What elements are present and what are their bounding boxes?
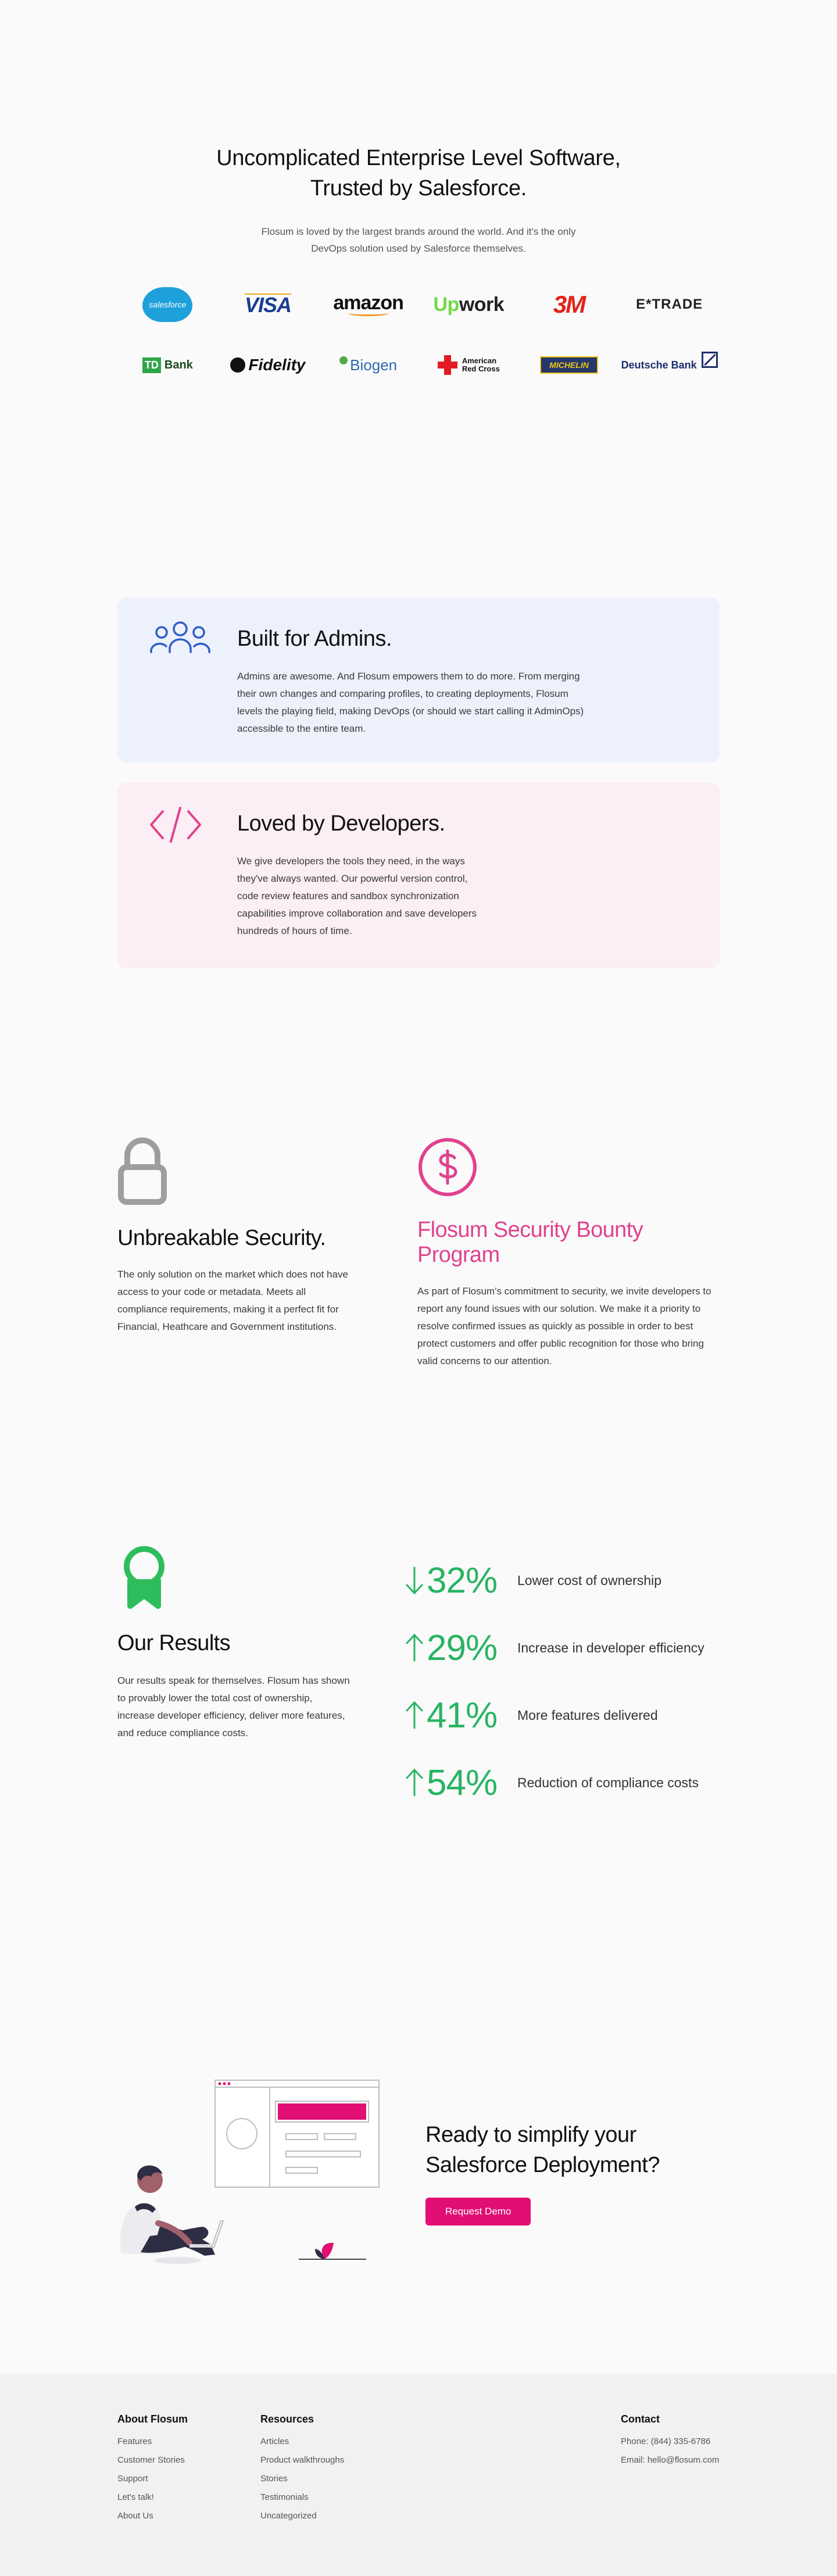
audience-cards	[117, 598, 720, 968]
arrow-up-icon	[402, 1630, 427, 1665]
code-icon	[148, 804, 203, 845]
fidelity-logo	[230, 349, 305, 381]
fidelity-disc-icon	[230, 357, 245, 373]
red-cross-line2: Red Cross	[462, 364, 500, 373]
stat-row	[402, 1681, 704, 1749]
upwork-logo-rest: work	[459, 293, 505, 316]
etrade-logo: E*TRADE	[636, 296, 703, 312]
footer-about-column	[117, 2413, 260, 2525]
upwork-logo-up: Up	[433, 293, 459, 316]
bounty-text: As part of Flosum's commitment to security, we invite developers to report any found issues with our solution. We make it a priority to resolve confirmed issues as quickly as possible in order to best protect customers and offer public recognition for those who bring valid concerns to our attention.	[417, 1286, 711, 1366]
security-title: Unbreakable Security.	[117, 1226, 326, 1250]
cta-illustration	[117, 2078, 425, 2270]
3m-logo: 3M	[553, 291, 585, 318]
site-footer	[0, 2374, 837, 2576]
footer-link-support[interactable]: Support	[117, 2474, 148, 2484]
footer-link-customer-stories[interactable]: Customer Stories	[117, 2455, 185, 2465]
salesforce-logo-text: salesforce	[149, 300, 187, 309]
admins-card	[117, 598, 720, 763]
bounty-column	[417, 1137, 720, 1370]
award-icon	[117, 1543, 171, 1611]
stat-value: 41%	[427, 1695, 498, 1736]
footer-link-product-walkthroughs[interactable]: Product walkthroughs	[260, 2455, 345, 2465]
users-icon	[148, 620, 213, 657]
fidelity-logo-text: Fidelity	[248, 356, 306, 374]
bounty-title: Flosum Security Bounty Program	[417, 1218, 643, 1267]
red-cross-logo	[438, 349, 500, 381]
footer-link-articles[interactable]: Articles	[260, 2437, 289, 2446]
biogen-dot-icon	[339, 356, 348, 364]
customer-logos	[117, 287, 720, 381]
developers-card	[117, 782, 720, 968]
visa-logo: VISA	[244, 293, 291, 317]
hero-title: Uncomplicated Enterprise Level Software, Trusted by Salesforce.	[216, 146, 621, 201]
hero-section	[117, 0, 720, 381]
arrow-up-icon	[402, 1765, 427, 1800]
footer-link-about-us[interactable]: About Us	[117, 2511, 153, 2521]
amazon-logo	[333, 293, 403, 316]
salesforce-logo	[142, 287, 192, 322]
footer-resources-column	[260, 2413, 621, 2525]
person-laptop-illustration	[117, 2078, 391, 2270]
stat-row	[402, 1614, 704, 1681]
stat-value: 54%	[427, 1762, 498, 1803]
footer-contact-heading: Contact	[621, 2413, 660, 2425]
results-text: Our results speak for themselves. Flosum has shown to provably lower the total cost of ownership, increase developer efficiency, deliver more features, and reduce compliance costs.	[117, 1675, 350, 1738]
hero-subtitle: Flosum is loved by the largest brands around the world. And it's the only DevOps solution used by Salesforce themselves.	[261, 226, 576, 254]
upwork-logo	[433, 288, 504, 321]
security-column	[117, 1137, 417, 1370]
biogen-logo	[339, 349, 397, 381]
security-text: The only solution on the market which does not have access to your code or metadata. Meets all compliance requirements, making it a perfect fit for Financial, Heathcare and Government institutions.	[117, 1269, 348, 1332]
footer-link-testimonials[interactable]: Testimonials	[260, 2492, 309, 2502]
dollar-icon	[417, 1137, 478, 1197]
stat-label: Reduction of compliance costs	[517, 1774, 699, 1790]
stat-value: 29%	[427, 1627, 498, 1668]
red-cross-line1: American	[462, 356, 497, 365]
stat-value: 32%	[427, 1560, 498, 1601]
td-bank-logo	[142, 349, 193, 381]
footer-link-stories[interactable]: Stories	[260, 2474, 288, 2484]
cta-section	[117, 2078, 720, 2270]
lock-icon	[117, 1137, 167, 1205]
footer-link-features[interactable]: Features	[117, 2437, 152, 2446]
request-demo-button[interactable]: Request Demo	[425, 2198, 531, 2226]
stat-row	[402, 1749, 704, 1816]
footer-phone[interactable]: Phone: (844) 335-6786	[621, 2437, 711, 2446]
stat-label: More features delivered	[517, 1707, 658, 1723]
footer-resources-heading: Resources	[260, 2413, 314, 2425]
amazon-logo-text: amazon	[333, 292, 403, 314]
security-section	[117, 1137, 720, 1370]
results-title: Our Results	[117, 1631, 231, 1655]
red-cross-icon	[438, 355, 457, 375]
footer-contact-column	[621, 2413, 720, 2525]
stat-label: Increase in developer efficiency	[517, 1640, 704, 1655]
admins-title: Built for Admins.	[237, 627, 392, 651]
results-stats	[402, 1547, 704, 1816]
results-section	[117, 1543, 720, 1816]
deutsche-bank-text: Deutsche Bank	[621, 359, 697, 371]
michelin-logo: MICHELIN	[540, 356, 598, 374]
results-intro	[117, 1543, 402, 1816]
td-logo-box: TD	[142, 357, 161, 373]
footer-link-lets-talk[interactable]: Let's talk!	[117, 2492, 154, 2502]
footer-about-heading: About Flosum	[117, 2413, 188, 2425]
deutsche-bank-logo	[621, 349, 718, 381]
arrow-up-icon	[402, 1698, 427, 1733]
cta-title: Ready to simplify your Salesforce Deployment?	[425, 2123, 660, 2177]
deutsche-bank-slash-icon	[702, 352, 718, 368]
footer-email[interactable]: Email: hello@flosum.com	[621, 2455, 720, 2465]
footer-link-uncategorized[interactable]: Uncategorized	[260, 2511, 317, 2521]
td-logo-text: Bank	[164, 358, 193, 371]
biogen-logo-text: Biogen	[350, 356, 398, 374]
stat-row	[402, 1547, 704, 1614]
arrow-down-icon	[402, 1563, 427, 1598]
admins-text: Admins are awesome. And Flosum empowers them to do more. From merging their own changes and comparing profiles, to creating deployments, Flosum levels the playing field, making DevOps (or should we start calling it AdminOps) accessible to the entire team.	[237, 671, 584, 734]
cta-content	[425, 2078, 699, 2270]
stat-label: Lower cost of ownership	[517, 1572, 662, 1588]
amazon-smile-icon	[348, 310, 389, 316]
developers-title: Loved by Developers.	[237, 811, 445, 836]
developers-text: We give developers the tools they need, in the ways they've always wanted. Our powerful version control, code review features and sandbox synchronization capabilities improve collaboration and save developers hundreds of hours of time.	[237, 856, 477, 936]
